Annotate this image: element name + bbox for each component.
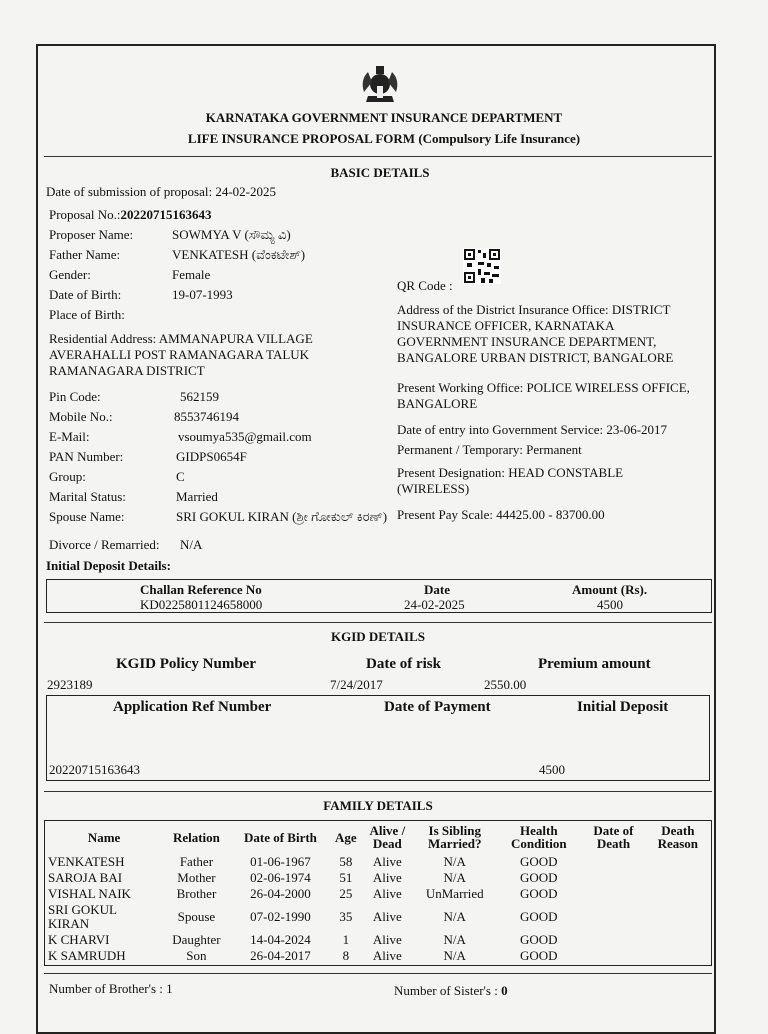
- karnataka-emblem-icon: [356, 62, 404, 108]
- dob-label: Date of Birth:: [49, 287, 122, 302]
- col-name: Name: [87, 829, 121, 845]
- divorce-value: N/A: [180, 537, 203, 552]
- cell: 1: [342, 932, 350, 947]
- qr-label: QR Code :: [397, 278, 453, 293]
- cell: Alive: [372, 948, 402, 963]
- col-age: Age: [334, 829, 357, 845]
- cell: 25: [339, 886, 353, 901]
- designation: Present Designation: HEAD CONSTABLE (WIRELESS): [397, 465, 624, 496]
- cell: K CHARVI: [48, 932, 110, 947]
- father-label: Father Name:: [49, 247, 121, 262]
- cell: 01-06-1967: [250, 854, 311, 869]
- cell: GOOD: [520, 886, 558, 901]
- premium-header: Premium amount: [538, 656, 651, 672]
- cell: Son: [186, 948, 207, 963]
- col-relation: Relation: [172, 829, 220, 845]
- kgid-policy-header: KGID Policy Number: [116, 656, 256, 672]
- entry-date: Date of entry into Government Service: 23-06-2017: [397, 422, 668, 437]
- marital-label: Marital Status:: [49, 489, 126, 504]
- cell: GOOD: [520, 909, 558, 924]
- col-date-of-death: Date of Death: [593, 823, 634, 851]
- pin-label: Pin Code:: [49, 389, 101, 404]
- cell: Daughter: [172, 932, 221, 947]
- cell: 58: [339, 854, 353, 869]
- cell: Alive: [372, 932, 402, 947]
- cell: Alive: [372, 909, 402, 924]
- cell: 02-06-1974: [250, 870, 311, 885]
- date-of-risk-value: 7/24/2017: [330, 677, 383, 692]
- col-alive: Alive / Dead: [369, 823, 406, 851]
- father-value: VENKATESH (ವೆಂಕಟೇಶ್): [172, 247, 306, 262]
- cell: Mother: [177, 870, 216, 885]
- cell: N/A: [443, 948, 466, 963]
- department-title: KARNATAKA GOVERNMENT INSURANCE DEPARTMENT: [205, 110, 563, 125]
- pay-scale: Present Pay Scale: 44425.00 - 83700.00: [397, 507, 605, 522]
- cell: N/A: [443, 870, 466, 885]
- cell: Alive: [372, 854, 402, 869]
- family-details-title: FAMILY DETAILS: [323, 798, 433, 813]
- cell: 26-04-2000: [250, 886, 311, 901]
- date-of-risk-header: Date of risk: [366, 656, 441, 672]
- cell: 35: [339, 909, 353, 924]
- cell: UnMarried: [425, 886, 484, 901]
- deposit-date-value: 24-02-2025: [404, 597, 465, 612]
- cell: 07-02-1990: [250, 909, 311, 924]
- challan-value: KD0225801124658000: [140, 597, 263, 612]
- divider: [44, 156, 712, 157]
- cell: Alive: [372, 886, 402, 901]
- table-row: [46, 948, 710, 964]
- kgid-details-title: KGID DETAILS: [330, 629, 426, 644]
- cell: Alive: [372, 870, 402, 885]
- col-health: Health Condition: [510, 823, 567, 851]
- cell: 51: [339, 870, 353, 885]
- proposal-no-row: Proposal No.:20220715163643: [49, 207, 212, 222]
- family-table: [46, 820, 710, 964]
- mobile-value: 8553746194: [174, 409, 239, 424]
- sisters-count: Number of Sister's : 0: [394, 983, 508, 998]
- cell: Brother: [176, 886, 217, 901]
- application-ref-header: Application Ref Number: [113, 699, 272, 715]
- spouse-value: SRI GOKUL KIRAN (ಶ್ರೀ ಗೋಕುಲ್ ಕಿರಣ್): [176, 509, 388, 524]
- cell: N/A: [443, 932, 466, 947]
- premium-value: 2550.00: [484, 677, 527, 692]
- initial-deposit-header: Initial Deposit: [577, 699, 669, 715]
- initial-deposit-value: 4500: [539, 762, 565, 777]
- application-ref-value: 20220715163643: [49, 762, 140, 777]
- pin-value: 562159: [180, 389, 219, 404]
- cell: N/A: [443, 854, 466, 869]
- email-value: vsoumya535@gmail.com: [178, 429, 312, 444]
- amount-value: 4500: [597, 597, 623, 612]
- col-death-reason: Death Reason: [657, 823, 699, 851]
- cell: 14-04-2024: [250, 932, 311, 947]
- proposer-label: Proposer Name:: [49, 227, 134, 242]
- cell: VISHAL NAIK: [48, 886, 131, 901]
- group-label: Group:: [49, 469, 86, 484]
- cell: VENKATESH: [48, 854, 125, 869]
- divorce-label: Divorce / Remarried:: [49, 537, 160, 552]
- proposer-value: SOWMYA V (ಸೌಮ್ಯ ವಿ): [172, 227, 291, 242]
- perm-temp: Permanent / Temporary: Permanent: [397, 442, 582, 457]
- table-row: [46, 886, 710, 902]
- cell: SRI GOKUL KIRAN: [48, 902, 117, 931]
- challan-header: Challan Reference No: [140, 582, 262, 597]
- gender-label: Gender:: [49, 267, 91, 282]
- col-sibling-married: Is Sibling Married?: [428, 823, 482, 851]
- pob-label: Place of Birth:: [49, 307, 125, 322]
- gender-value: Female: [172, 267, 211, 282]
- basic-details-title: BASIC DETAILS: [330, 165, 430, 180]
- cell: K SAMRUDH: [48, 948, 126, 963]
- table-row: [46, 932, 710, 948]
- col-dob: Date of Birth: [243, 829, 317, 845]
- pan-label: PAN Number:: [49, 449, 124, 464]
- group-value: C: [176, 469, 185, 484]
- submission-date-row: Date of submission of proposal: 24-02-2025: [46, 184, 277, 199]
- divider: [44, 973, 712, 974]
- divider: [44, 622, 712, 623]
- cell: 26-04-2017: [250, 948, 311, 963]
- cell: N/A: [443, 909, 466, 924]
- brothers-count: Number of Brother's : 1: [49, 981, 173, 996]
- initial-deposit-title: Initial Deposit Details:: [46, 558, 171, 573]
- dob-value: 19-07-1993: [172, 287, 233, 302]
- marital-value: Married: [176, 489, 218, 504]
- cell: 8: [342, 948, 350, 963]
- deposit-date-header: Date: [424, 582, 450, 597]
- divider: [44, 791, 712, 792]
- mobile-label: Mobile No.:: [49, 409, 113, 424]
- cell: Father: [179, 854, 214, 869]
- residential-address: Residential Address: AMMANAPURA VILLAGE AVERAHALLI POST RAMANAGARA TALUK RAMANAGARA DISTRICT: [49, 331, 313, 378]
- date-of-payment-header: Date of Payment: [384, 699, 491, 715]
- kgid-policy-value: 2923189: [47, 677, 93, 692]
- table-row: [46, 902, 710, 932]
- email-label: E-Mail:: [49, 429, 90, 444]
- cell: GOOD: [520, 854, 558, 869]
- district-office-address: Address of the District Insurance Office: DISTRICT INSURANCE OFFICER, KARNATAKA GOVERNMENT INSURANCE DEPARTMENT, BANGALORE URBAN DISTRICT, BANGALORE: [397, 302, 674, 365]
- table-row: [46, 854, 710, 870]
- cell: GOOD: [520, 870, 558, 885]
- qr-code-icon: [463, 248, 501, 284]
- pan-value: GIDPS0654F: [176, 449, 247, 464]
- spouse-label: Spouse Name:: [49, 509, 125, 524]
- cell: SAROJA BAI: [48, 870, 123, 885]
- table-row: [46, 870, 710, 886]
- amount-header: Amount (Rs).: [572, 582, 648, 597]
- cell: GOOD: [520, 948, 558, 963]
- form-title: LIFE INSURANCE PROPOSAL FORM (Compulsory Life Insurance): [187, 131, 581, 146]
- working-office: Present Working Office: POLICE WIRELESS OFFICE, BANGALORE: [397, 380, 690, 411]
- cell: GOOD: [520, 932, 558, 947]
- cell: Spouse: [177, 909, 216, 924]
